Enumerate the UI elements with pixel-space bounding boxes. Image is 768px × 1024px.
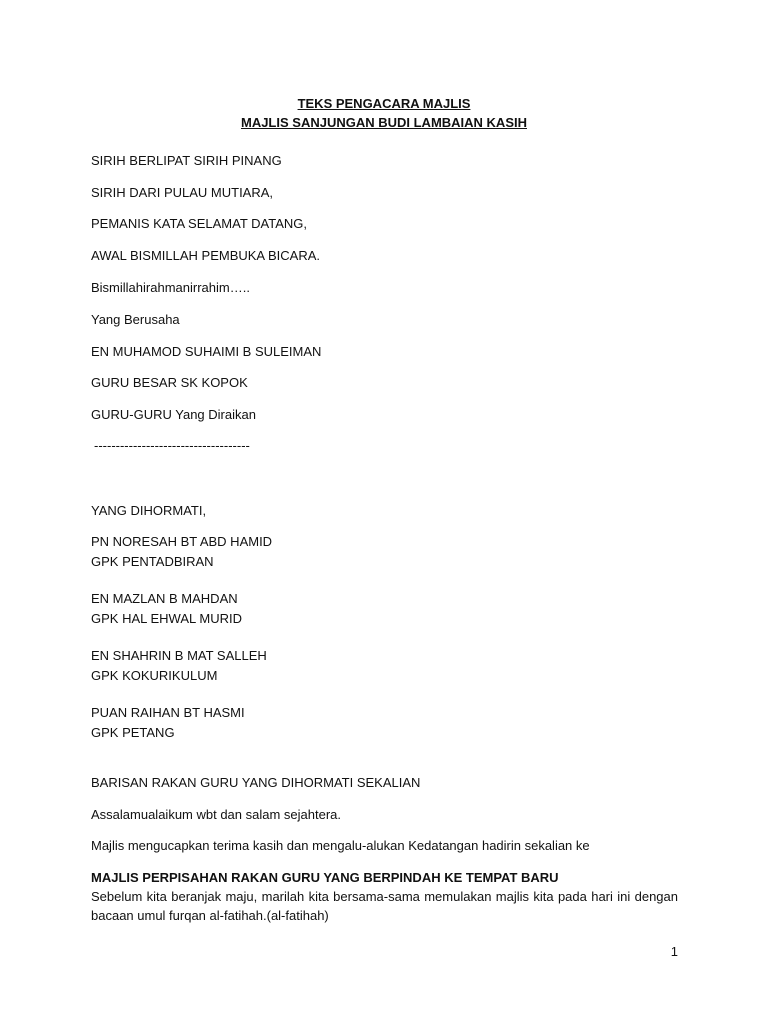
divider-line: ------------------------------------	[94, 438, 250, 453]
official-name-1: PN NORESAH BT ABD HAMID	[91, 534, 273, 549]
welcome-text: Majlis mengucapkan terima kasih dan mengalu-alukan Kedatangan hadirin sekalian ke	[91, 838, 590, 853]
official-role-2: GPK HAL EHWAL MURID	[91, 611, 242, 626]
salam-text: Assalamualaikum wbt dan salam sejahtera.	[91, 807, 342, 822]
event-name: MAJLIS PERPISAHAN RAKAN GURU YANG BERPINDAH KE TEMPAT BARU	[91, 870, 559, 885]
document-subtitle: MAJLIS SANJUNGAN BUDI LAMBAIAN KASIH	[240, 115, 527, 130]
greeting-yang-berusaha: Yang Berusaha	[91, 312, 180, 327]
pantun-line-1: SIRIH BERLIPAT SIRIH PINANG	[91, 153, 282, 168]
opening-paragraph: Sebelum kita beranjak maju, marilah kita bersama-sama memulakan majlis kita pada hari ini dengan bacaan umul furqan al-fatihah.(al-fatihah)	[91, 889, 678, 923]
greeting-yang-dihormati: YANG DIHORMATI,	[91, 503, 207, 518]
pantun-line-4: AWAL BISMILLAH PEMBUKA BICARA.	[91, 248, 321, 263]
document-title: TEKS PENGACARA MAJLIS	[297, 96, 471, 111]
colleagues-greeting: BARISAN RAKAN GURU YANG DIHORMATI SEKALIAN	[91, 775, 421, 790]
bismillah-text: Bismillahirahmanirrahim…..	[91, 280, 250, 295]
official-name-2: EN MAZLAN B MAHDAN	[91, 591, 238, 606]
pantun-line-2: SIRIH DARI PULAU MUTIARA,	[91, 185, 274, 200]
headmaster-name: EN MUHAMOD SUHAIMI B SULEIMAN	[91, 344, 322, 359]
honoured-teachers: GURU-GURU Yang Diraikan	[91, 407, 256, 422]
headmaster-title: GURU BESAR SK KOPOK	[91, 375, 248, 390]
page-number: 1	[670, 944, 678, 959]
official-role-3: GPK KOKURIKULUM	[91, 668, 218, 683]
official-role-4: GPK PETANG	[91, 725, 175, 740]
official-role-1: GPK PENTADBIRAN	[91, 554, 214, 569]
official-name-4: PUAN RAIHAN BT HASMI	[91, 705, 245, 720]
official-name-3: EN SHAHRIN B MAT SALLEH	[91, 648, 267, 663]
pantun-line-3: PEMANIS KATA SELAMAT DATANG,	[91, 216, 307, 231]
